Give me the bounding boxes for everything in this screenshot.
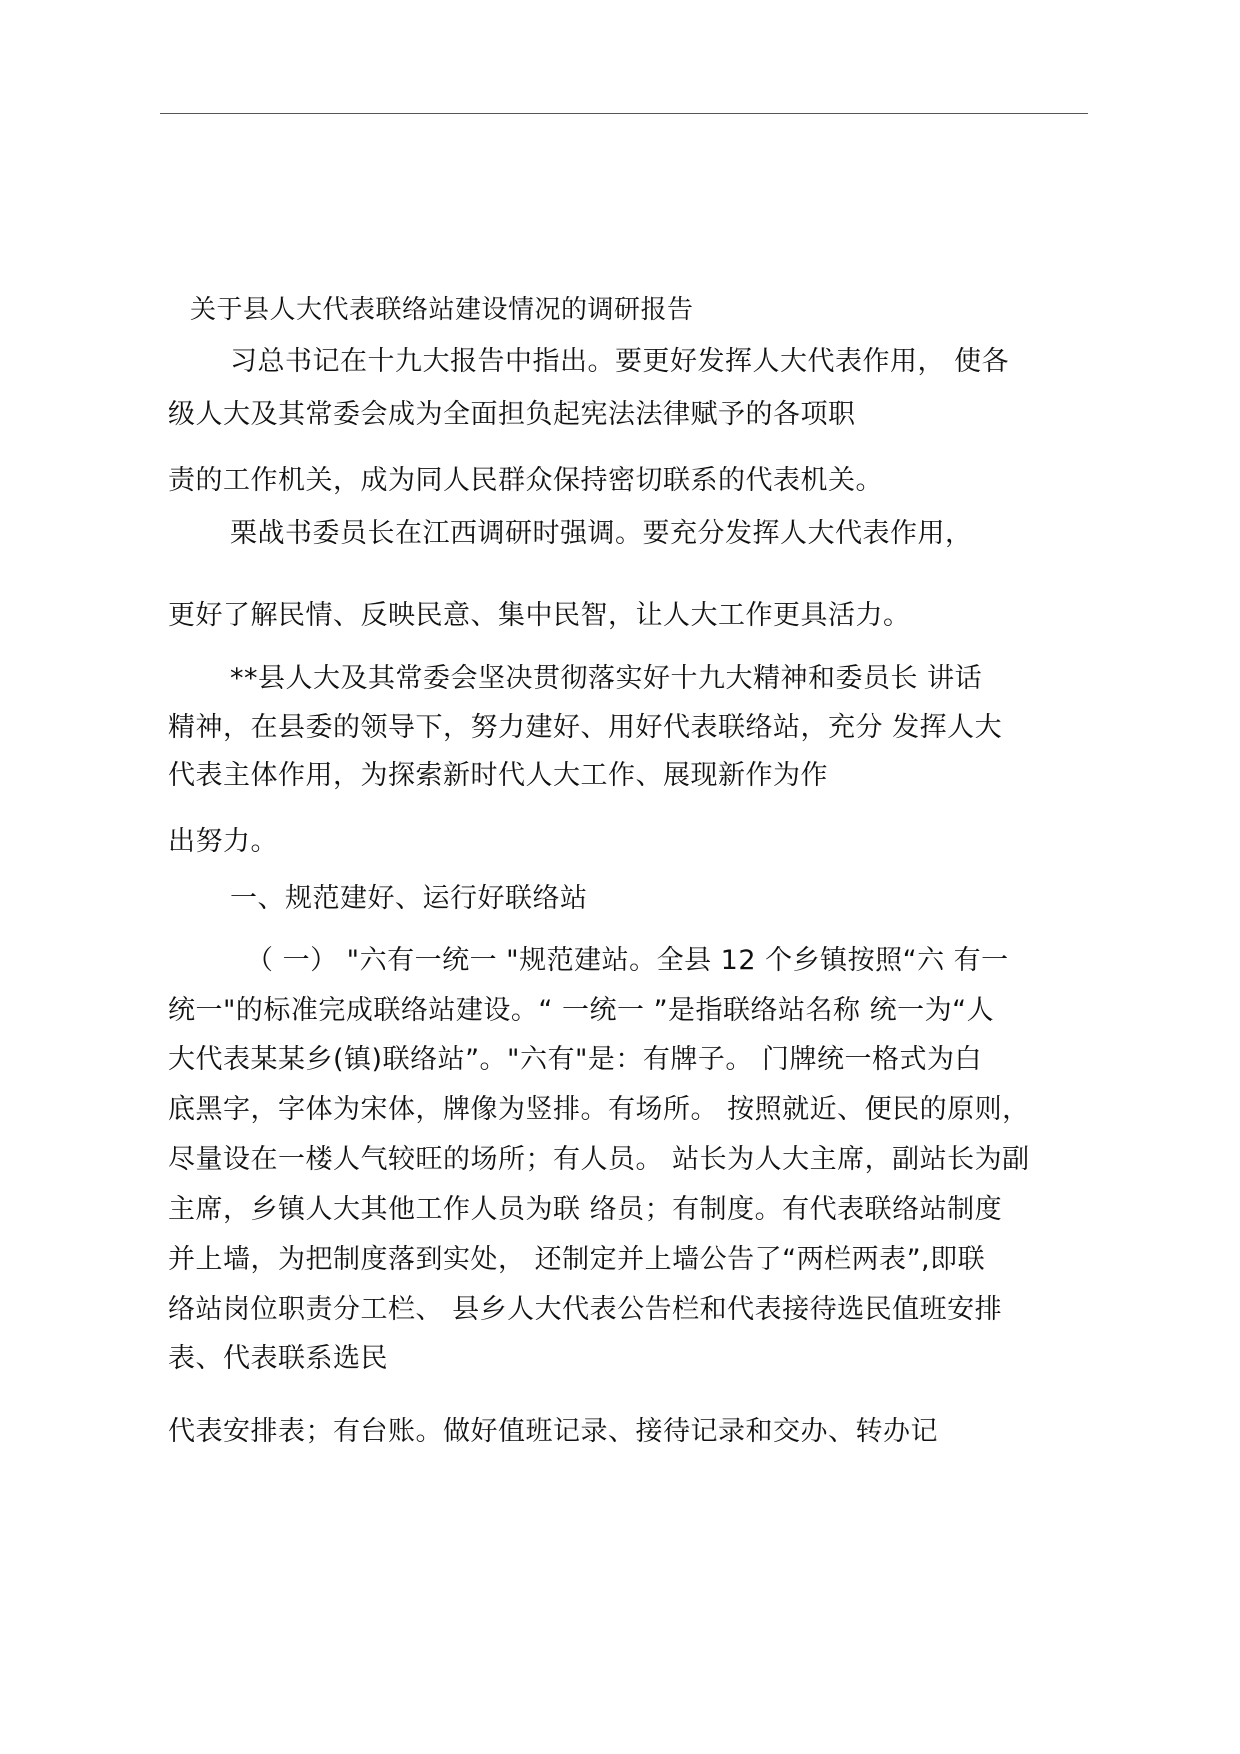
paragraph-line: 出努力。 — [168, 826, 278, 857]
paragraph-line: 栗战书委员长在江西调研时强调。要充分发挥人大代表作用， — [230, 518, 973, 549]
section-heading: 一、规范建好、运行好联络站 — [230, 883, 588, 914]
paragraph-line: 责的工作机关，成为同人民群众保持密切联系的代表机关。 — [168, 465, 883, 496]
paragraph-line: 络站岗位职责分工栏、 县乡人大代表公告栏和代表接待选民值班安排 — [168, 1294, 1003, 1325]
paragraph-line: 精神，在县委的领导下，努力建好、用好代表联络站，充分 发挥人大 — [168, 712, 1003, 743]
paragraph-line: 代表主体作用，为探索新时代人大工作、展现新作为作 — [168, 760, 828, 791]
paragraph-line: 主席，乡镇人大其他工作人员为联 络员；有制度。有代表联络站制度 — [168, 1194, 1003, 1225]
paragraph-line: 习总书记在十九大报告中指出。要更好发挥人大代表作用， 使各 — [230, 346, 1010, 377]
paragraph-line: 代表安排表；有台账。做好值班记录、接待记录和交办、转办记 — [168, 1416, 938, 1447]
paragraph-line: 更好了解民情、反映民意、集中民智，让人大工作更具活力。 — [168, 600, 911, 631]
paragraph-line: 统一"的标准完成联络站建设。“ 一统一 ”是指联络站名称 统一为“人 — [168, 995, 995, 1026]
document-title: 关于县人大代表联络站建设情况的调研报告 — [190, 295, 694, 325]
paragraph-line: （ 一） "六有一统一 "规范建站。全县 12 个乡镇按照“六 有一 — [246, 945, 1009, 976]
paragraph-line: 大代表某某乡(镇)联络站”。"六有"是：有牌子。 门牌统一格式为白 — [168, 1044, 982, 1075]
paragraph-line: 底黑字，字体为宋体，牌像为竖排。有场所。 按照就近、便民的原则， — [168, 1094, 1030, 1125]
paragraph-line: **县人大及其常委会坚决贯彻落实好十九大精神和委员长 讲话 — [230, 663, 983, 694]
paragraph-line: 尽量设在一楼人气较旺的场所；有人员。 站长为人大主席，副站长为副 — [168, 1144, 1030, 1175]
header-rule — [160, 113, 1088, 114]
paragraph-line: 并上墙，为把制度落到实处， 还制定并上墙公告了“两栏两表”,即联 — [168, 1244, 986, 1275]
paragraph-line: 表、代表联系选民 — [168, 1343, 388, 1374]
paragraph-line: 级人大及其常委会成为全面担负起宪法法律赋予的各项职 — [168, 399, 856, 430]
